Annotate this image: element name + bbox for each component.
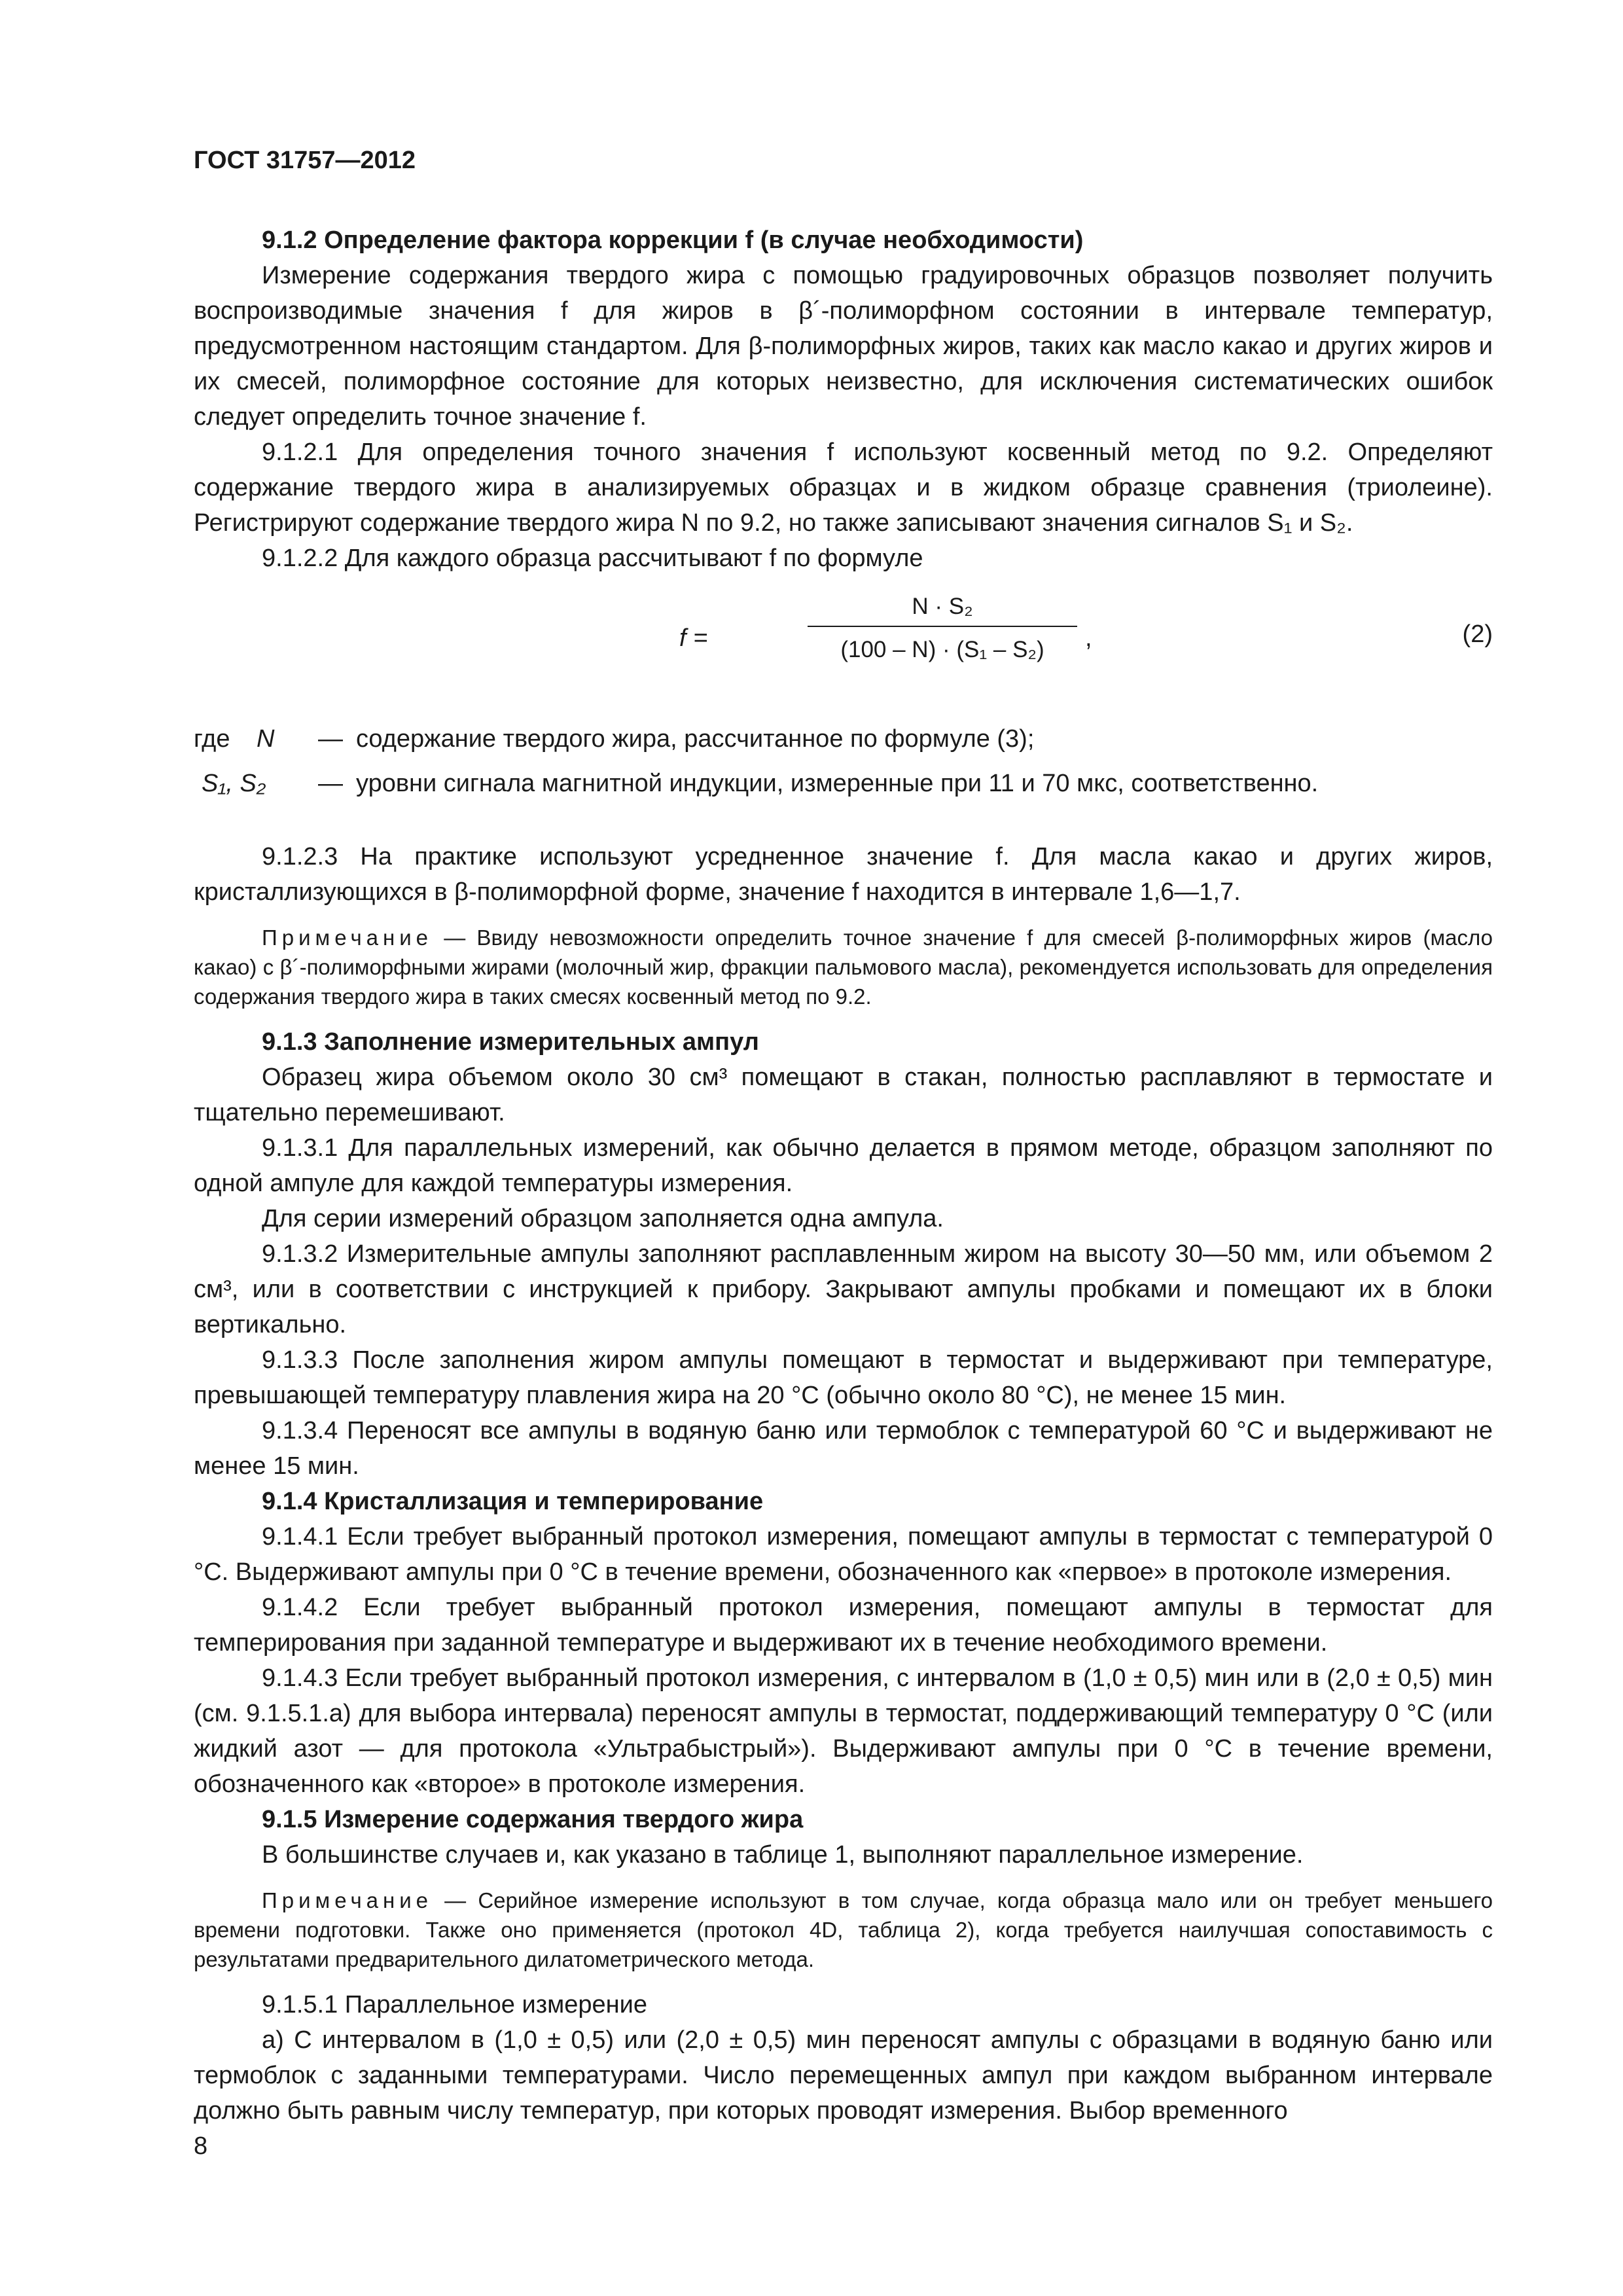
note-label: Примечание (262, 1888, 433, 1912)
note-text: — Серийное измерение используют в том случае, когда образца мало или он требует меньшего времени подготовки. Также оно применяется (протокол 4D, таблица 2), когда требуется наилучшая сопоставимость с результатами предварительного дилатометрического метода. (194, 1888, 1493, 1971)
paragraph-9-1-2-1: 9.1.2.1 Для определения точного значения f используют косвенный метод по 9.2. Определяют содержание твердого жира в анализируемых образцах и в жидком образце сравнения (триолеине). Регистрируют содержание твердого жира N по 9.2, но также записывают значения сигналов S₁ и S₂. (194, 439, 1493, 537)
formula-denominator: (100 – N) · (S₁ – S₂) (840, 637, 1044, 662)
legend-symbol: N (257, 725, 275, 753)
legend-symbol: S₁, S₂ (202, 770, 266, 797)
section-heading-9-1-3: 9.1.3 Заполнение измерительных ампул (262, 1028, 759, 1056)
note-text: — Ввиду невозможности определить точное значение f для смесей β-полиморфных жиров (масло какао) с β´-полиморфными жирами (молочный жир, фракции пальмового масла), рекомендуется использовать для определения содержания твердого жира в таких смесях косвенный метод по 9.2. (194, 925, 1493, 1009)
paragraph: Образец жира объемом около 30 см³ помещают в стакан, полностью расплавляют в термостате и тщательно перемешивают. (194, 1064, 1493, 1126)
note (194, 923, 1493, 1011)
fraction-bar (808, 626, 1077, 627)
paragraph-a: а) С интервалом в (1,0 ± 0,5) или (2,0 ± 0,5) мин переносят ампулы с образцами в водяную баню или термоблок с заданными температурами. Число перемещенных ампул при каждом выбранном интервале должно быть равным числу температур, при которых проводят измерения. Выбор временного (194, 2026, 1493, 2125)
paragraph-9-1-3-4: 9.1.3.4 Переносят все ампулы в водяную баню или термоблок с температурой 60 °С и выдерживают не менее 15 мин. (194, 1417, 1493, 1480)
paragraph-9-1-3-1: 9.1.3.1 Для параллельных измерений, как обычно делается в прямом методе, образцом заполняют по одной ампуле для каждой температуры измерения. (194, 1134, 1493, 1197)
legend-text: содержание твердого жира, рассчитанное по формуле (3); (356, 725, 1035, 753)
section-heading-9-1-2: 9.1.2 Определение фактора коррекции f (в случае необходимости) (262, 226, 1084, 254)
paragraph-9-1-3-3: 9.1.3.3 После заполнения жиром ампулы помещают в термостат и выдерживают при температуре, превышающей температуру плавления жира на 20 °С (обычно около 80 °С), не менее 15 мин. (194, 1346, 1493, 1409)
page-number: 8 (194, 2132, 208, 2160)
paragraph-9-1-2-3: 9.1.2.3 На практике используют усредненное значение f. Для масла какао и других жиров, кристаллизующихся в β-полиморфной форме, значение f находится в интервале 1,6—1,7. (194, 843, 1493, 906)
formula-2 (194, 584, 1493, 695)
note (194, 1886, 1493, 1974)
paragraph-9-1-4-2: 9.1.4.2 Если требует выбранный протокол измерения, помещают ампулы в термостат для темперирования при заданной температуре и выдерживают их в течение необходимого времени. (194, 1594, 1493, 1657)
formula-comma: , (1085, 624, 1092, 652)
paragraph-9-1-4-1: 9.1.4.1 Если требует выбранный протокол измерения, помещают ампулы в термостат с температурой 0 °С. Выдерживают ампулы при 0 °С в течение времени, обозначенного как «первое» в протоколе измерения. (194, 1523, 1493, 1586)
paragraph: Для серии измерений образцом заполняется одна ампула. (262, 1205, 944, 1232)
formula-number: (2) (1462, 620, 1493, 648)
section-heading-9-1-5: 9.1.5 Измерение содержания твердого жира (262, 1806, 804, 1833)
legend-text: уровни сигнала магнитной индукции, измеренные при 11 и 70 мкс, соответственно. (356, 770, 1319, 797)
paragraph-9-1-2-2: 9.1.2.2 Для каждого образца рассчитывают f по формуле (262, 545, 923, 572)
formula-legend (194, 721, 1493, 813)
legend-dash: — (318, 725, 343, 753)
section-heading-9-1-4: 9.1.4 Кристаллизация и темперирование (262, 1488, 764, 1515)
subsection-heading-9-1-5-1: 9.1.5.1 Параллельное измерение (262, 1991, 647, 2018)
document-header: ГОСТ 31757—2012 (194, 147, 416, 174)
legend-where-word: где (194, 725, 230, 753)
formula-lhs: f = (679, 624, 708, 652)
paragraph: Измерение содержания твердого жира с помощью градуировочных образцов позволяет получить воспроизводимые значения f для жиров в β´-полиморфном состоянии в интервале температур, предусмотренном настоящим стандартом. Для β-полиморфных жиров, таких как масло какао и других жиров и их смесей, полиморфное состояние для которых неизвестно, для исключения систематических ошибок следует определить точное значение f. (194, 262, 1493, 431)
formula-numerator: N · S₂ (912, 594, 973, 619)
paragraph: В большинстве случаев и, как указано в таблице 1, выполняют параллельное измерение. (262, 1841, 1304, 1869)
paragraph-9-1-3-2: 9.1.3.2 Измерительные ампулы заполняют расплавленным жиром на высоту 30—50 мм, или объемом 2 см³, или в соответствии с инструкцией к прибору. Закрывают ампулы пробками и помещают их в блоки вертикально. (194, 1240, 1493, 1338)
note-label: Примечание (262, 925, 433, 950)
legend-dash: — (318, 770, 343, 797)
page-content (194, 223, 1493, 2128)
paragraph-9-1-4-3: 9.1.4.3 Если требует выбранный протокол измерения, с интервалом в (1,0 ± 0,5) мин или в (2,0 ± 0,5) мин (см. 9.1.5.1.а) для выбора интервала) переносят ампулы в термостат, поддерживающий температуру 0 °С (или жидкий азот — для протокола «Ультрабыстрый»). Выдерживают ампулы при 0 °С в течение времени, обозначенного как «второе» в протоколе измерения. (194, 1664, 1493, 1798)
